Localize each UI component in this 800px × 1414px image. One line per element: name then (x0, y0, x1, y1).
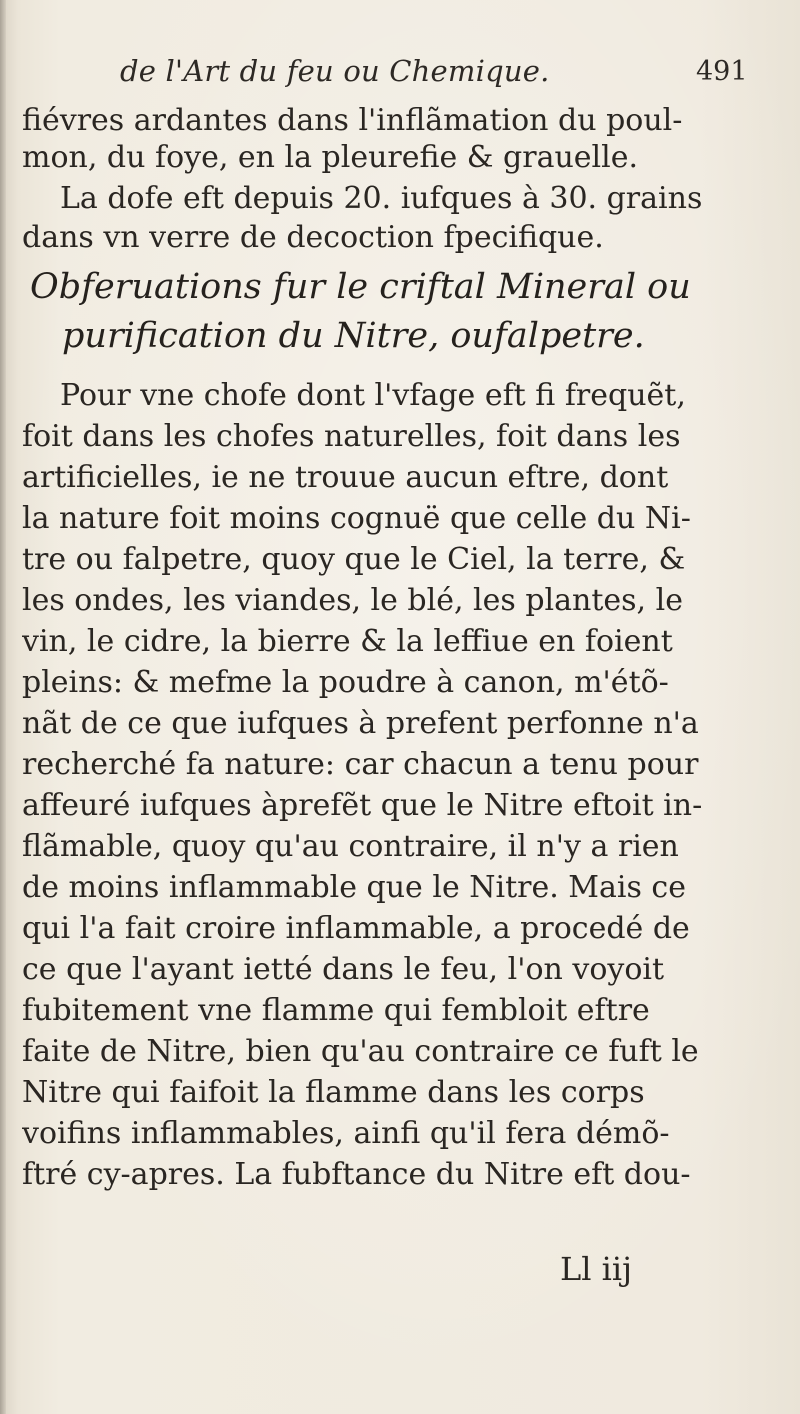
text-line: flãmable, quoy qu'au contraire, il n'y a rien (22, 829, 679, 864)
text-line: la nature foit moins cognuë que celle du Ni- (22, 501, 691, 536)
text-line: recherché fa nature: car chacun a tenu pour (22, 747, 699, 782)
text-line: Nitre qui faifoit la flamme dans les corps (22, 1075, 645, 1110)
text-line: affeuré iufques àprefẽt que le Nitre eftoit in- (22, 788, 703, 823)
text-line: voifins inflammables, ainfi qu'il fera démõ- (22, 1116, 670, 1151)
text-line: Pour vne chofe dont l'vfage eft fi frequẽt, (60, 378, 686, 413)
text-line: tre ou falpetre, quoy que le Ciel, la terre, & (22, 542, 686, 577)
text-line: pleins: & mefme la poudre à canon, m'étõ- (22, 665, 669, 700)
running-head (0, 54, 800, 94)
text-line: fiévres ardantes dans l'inflãmation du poul- (22, 103, 683, 138)
text-line: les ondes, les viandes, le blé, les plantes, le (22, 583, 683, 618)
text-line: artificielles, ie ne trouue aucun eftre, dont (22, 460, 669, 495)
text-line: mon, du foye, en la pleurefie & grauelle. (22, 140, 639, 175)
text-line: ftré cy-apres. La fubftance du Nitre eft dou- (22, 1157, 691, 1192)
binding-gutter (0, 0, 6, 1414)
signature-mark: Ll iij (560, 1250, 633, 1288)
heading-line-2: purification du Nitre, oufalpetre. (62, 316, 645, 356)
page-number: 491 (696, 56, 748, 87)
text-line: de moins inflammable que le Nitre. Mais ce (22, 870, 686, 905)
running-head-title: de l'Art du feu ou Chemique. (120, 54, 550, 88)
text-line: vin, le cidre, la bierre & la leffiue en foient (22, 624, 673, 659)
text-line: ce que l'ayant ietté dans le feu, l'on voyoit (22, 952, 665, 987)
text-line: fubitement vne flamme qui fembloit eftre (22, 993, 650, 1028)
text-line: foit dans les chofes naturelles, foit dans les (22, 419, 681, 454)
text-line: nãt de ce que iufques à prefent perfonne n'a (22, 706, 699, 741)
text-line: dans vn verre de decoction fpecifique. (22, 220, 604, 255)
text-line: faite de Nitre, bien qu'au contraire ce fuft le (22, 1034, 699, 1069)
text-line: La dofe eft depuis 20. iufques à 30. grains (60, 181, 703, 216)
text-line: qui l'a fait croire inflammable, a procedé de (22, 911, 690, 946)
heading-line-1: Obferuations fur le criftal Mineral ou (30, 267, 691, 307)
